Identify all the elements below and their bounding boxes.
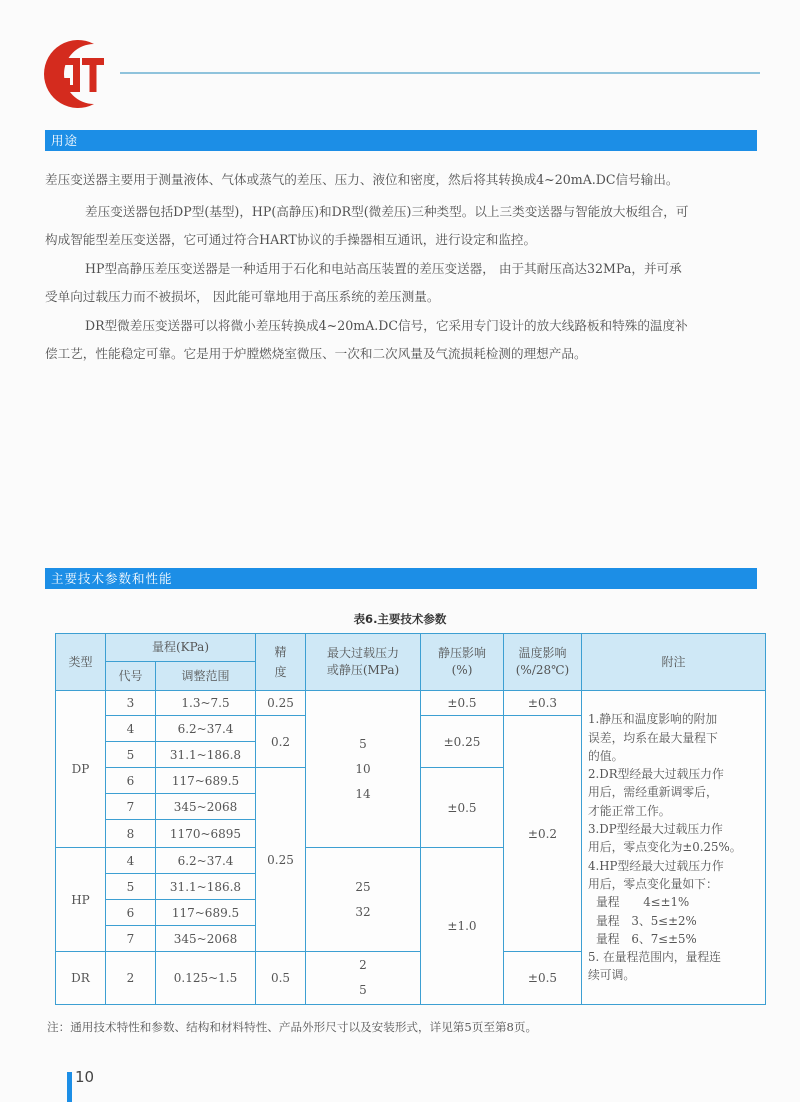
static-effect-cell: ±1.0 (421, 848, 504, 1005)
accuracy-cell: 0.25 (256, 691, 306, 716)
type-hp: HP (56, 848, 106, 952)
usage-paragraph-4 (45, 312, 760, 367)
usage-paragraph-2 (45, 198, 760, 253)
code-cell: 4 (106, 848, 156, 874)
range-cell: 6.2~37.4 (156, 716, 256, 742)
usage-paragraph-3 (45, 255, 760, 310)
range-cell: 6.2~37.4 (156, 848, 256, 874)
usage-paragraph-1: 差压变送器主要用于测量液体、气体或蒸气的差压、压力、液位和密度，然后将其转换成4~20mA.DC信号输出。 (45, 172, 679, 187)
page-number: 10 (75, 1068, 95, 1086)
type-dp: DP (56, 691, 106, 848)
page-marker-bar (67, 1072, 72, 1102)
overload-dp-cell: 5 10 14 (306, 691, 421, 848)
range-cell: 0.125~1.5 (156, 952, 256, 1005)
overload-dr-cell: 2 5 (306, 952, 421, 1005)
usage-paragraph-3-line-2: 受单向过载压力而不被损坏， 因此能可靠地用于高压系统的差压测量。 (45, 288, 440, 304)
code-cell: 5 (106, 874, 156, 900)
accuracy-cell: 0.2 (256, 716, 306, 768)
header-max-overload: 最大过载压力 或静压(MPa) (306, 634, 421, 691)
section-header-specs: 主要技术参数和性能 (45, 568, 757, 589)
range-cell: 345~2068 (156, 794, 256, 820)
range-cell: 345~2068 (156, 926, 256, 952)
code-cell: 8 (106, 820, 156, 848)
range-cell: 117~689.5 (156, 900, 256, 926)
range-cell: 117~689.5 (156, 768, 256, 794)
code-cell: 7 (106, 926, 156, 952)
header-adjust-range: 调整范围 (156, 662, 256, 691)
table-row (56, 691, 766, 716)
static-effect-cell: ±0.25 (421, 716, 504, 768)
range-cell: 1170~6895 (156, 820, 256, 848)
temp-effect-cell: ±0.3 (504, 691, 582, 716)
code-cell: 4 (106, 716, 156, 742)
header-temp-effect: 温度影响 (%/28℃) (504, 634, 582, 691)
code-cell: 7 (106, 794, 156, 820)
spec-table (55, 633, 766, 1005)
code-cell: 6 (106, 768, 156, 794)
usage-text (45, 166, 760, 194)
usage-paragraph-4-line-2: 偿工艺，性能稳定可靠。它是用于炉膛燃烧室微压、一次和二次风量及气流损耗检测的理想产品。 (45, 345, 587, 361)
usage-paragraph-4-line-1: DR型微差压变送器可以将微小差压转换成4~20mA.DC信号，它采用专门设计的放大线路板和特殊的温度补 (85, 318, 688, 333)
accuracy-cell: 0.25 (256, 768, 306, 952)
company-logo (42, 38, 114, 110)
code-cell: 6 (106, 900, 156, 926)
code-cell: 3 (106, 691, 156, 716)
header-type: 类型 (56, 634, 106, 691)
jt-logo-icon (42, 38, 114, 110)
header-notes: 附注 (582, 634, 766, 691)
range-cell: 31.1~186.8 (156, 874, 256, 900)
temp-effect-cell: ±0.5 (504, 952, 582, 1005)
static-effect-cell: ±0.5 (421, 768, 504, 848)
header-static-effect: 静压影响 (%) (421, 634, 504, 691)
header-accuracy: 精度 (256, 634, 306, 691)
range-cell: 31.1~186.8 (156, 742, 256, 768)
table-title: 表6.主要技术参数 (353, 612, 447, 626)
header-range-group: 量程(KPa) (106, 634, 256, 662)
usage-paragraph-2-line-1: 差压变送器包括DP型(基型)，HP(高静压)和DR型(微差压)三种类型。以上三类变送器与智能放大板组合，可 (85, 204, 689, 219)
temp-effect-cell: ±0.2 (504, 716, 582, 952)
code-cell: 5 (106, 742, 156, 768)
overload-hp-cell: 25 32 (306, 848, 421, 952)
section-header-usage: 用途 (45, 130, 757, 151)
usage-paragraph-3-line-1: HP型高静压差压变送器是一种适用于石化和电站高压装置的差压变送器， 由于其耐压高达32MPa，并可承 (85, 261, 682, 276)
accuracy-cell: 0.5 (256, 952, 306, 1005)
header-divider (120, 72, 760, 74)
notes-cell: 1.静压和温度影响的附加 误差，均系在最大量程下 的值。 2.DR型经最大过载压力作 用后，需经重新调零后， 才能正常工作。 3.DP型经最大过载压力作 用后，零点变化为±0.25%。 4.HP型经最大过载压力作 用后，零点变化量如下： 量程 4≤±1% 量程 3、5≤±2% 量程 6、7≤±5% 5. 在量程范围内，量程连 续可调。 (582, 691, 766, 1005)
footnote: 注：通用技术特性和参数、结构和材料特性、产品外形尺寸以及安装形式，详见第5页至第8页。 (47, 1020, 538, 1034)
usage-paragraph-2-line-2: 构成智能型差压变送器，它可通过符合HART协议的手操器相互通讯，进行设定和监控。 (45, 231, 537, 247)
type-dr: DR (56, 952, 106, 1005)
static-effect-cell: ±0.5 (421, 691, 504, 716)
range-cell: 1.3~7.5 (156, 691, 256, 716)
header-code: 代号 (106, 662, 156, 691)
code-cell: 2 (106, 952, 156, 1005)
